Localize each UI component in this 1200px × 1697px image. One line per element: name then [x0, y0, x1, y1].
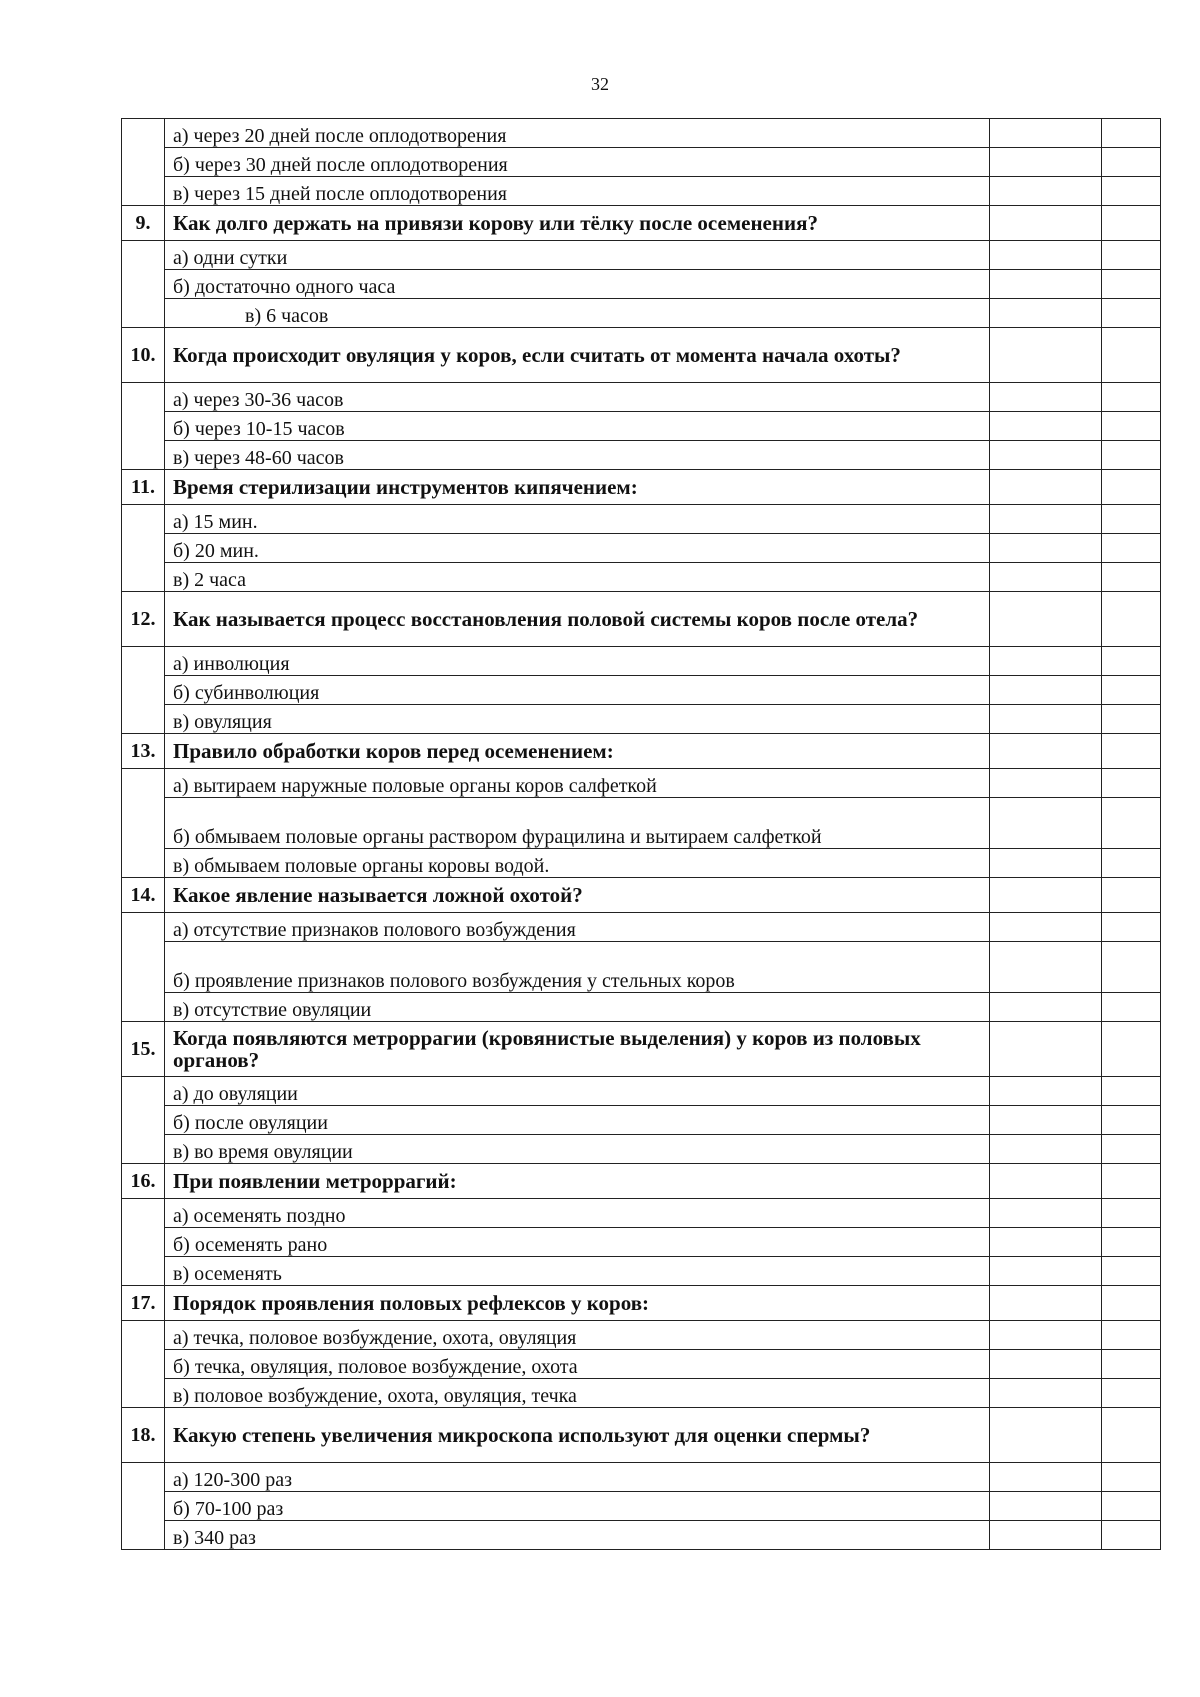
answer-cell[interactable] — [990, 328, 1102, 383]
question-number: 12. — [122, 592, 165, 647]
option-row — [122, 942, 1161, 993]
option-row — [122, 270, 1161, 299]
score-cell[interactable] — [1102, 299, 1161, 328]
answer-cell[interactable] — [990, 270, 1102, 299]
answer-cell[interactable] — [990, 1408, 1102, 1463]
option-row — [122, 412, 1161, 441]
score-cell[interactable] — [1102, 1228, 1161, 1257]
answer-cell[interactable] — [990, 592, 1102, 647]
answer-option: а) вытираем наружные половые органы коров салфеткой — [165, 769, 990, 798]
answer-cell[interactable] — [990, 849, 1102, 878]
question-number: 13. — [122, 734, 165, 769]
score-cell[interactable] — [1102, 798, 1161, 849]
blank-number-cell — [122, 119, 165, 206]
score-cell[interactable] — [1102, 1492, 1161, 1521]
blank-number-cell — [122, 1199, 165, 1286]
answer-cell[interactable] — [990, 383, 1102, 412]
score-cell[interactable] — [1102, 383, 1161, 412]
answer-option: в) во время овуляции — [165, 1135, 990, 1164]
score-cell[interactable] — [1102, 1408, 1161, 1463]
question-text: Как называется процесс восстановления половой системы коров после отела? — [165, 592, 990, 647]
question-row — [122, 878, 1161, 913]
answer-cell[interactable] — [990, 993, 1102, 1022]
option-row — [122, 913, 1161, 942]
score-cell[interactable] — [1102, 412, 1161, 441]
answer-cell[interactable] — [990, 299, 1102, 328]
question-number: 16. — [122, 1164, 165, 1199]
answer-cell[interactable] — [990, 148, 1102, 177]
answer-cell[interactable] — [990, 913, 1102, 942]
blank-number-cell — [122, 1077, 165, 1164]
option-row — [122, 1463, 1161, 1492]
score-cell[interactable] — [1102, 505, 1161, 534]
option-row — [122, 563, 1161, 592]
option-row — [122, 383, 1161, 412]
answer-cell[interactable] — [990, 206, 1102, 241]
answer-cell[interactable] — [990, 1106, 1102, 1135]
answer-cell[interactable] — [990, 705, 1102, 734]
answer-option: а) течка, половое возбуждение, охота, овуляция — [165, 1321, 990, 1350]
option-row — [122, 534, 1161, 563]
option-row — [122, 1521, 1161, 1550]
question-number: 15. — [122, 1022, 165, 1077]
answer-cell[interactable] — [990, 676, 1102, 705]
question-row — [122, 206, 1161, 241]
answer-cell[interactable] — [990, 734, 1102, 769]
question-row — [122, 734, 1161, 769]
option-row — [122, 441, 1161, 470]
question-number: 11. — [122, 470, 165, 505]
score-cell[interactable] — [1102, 1164, 1161, 1199]
answer-option: а) через 30-36 часов — [165, 383, 990, 412]
score-cell[interactable] — [1102, 148, 1161, 177]
answer-option: в) 6 часов — [165, 299, 990, 328]
score-cell[interactable] — [1102, 1257, 1161, 1286]
question-row — [122, 1164, 1161, 1199]
answer-cell[interactable] — [990, 534, 1102, 563]
question-text: Какую степень увеличения микроскопа используют для оценки спермы? — [165, 1408, 990, 1463]
question-row — [122, 1286, 1161, 1321]
question-row — [122, 592, 1161, 647]
option-row — [122, 798, 1161, 849]
option-row — [122, 1379, 1161, 1408]
answer-option: а) до овуляции — [165, 1077, 990, 1106]
option-row — [122, 241, 1161, 270]
blank-number-cell — [122, 647, 165, 734]
option-row — [122, 1199, 1161, 1228]
answer-option: в) 2 часа — [165, 563, 990, 592]
answer-option: б) 70-100 раз — [165, 1492, 990, 1521]
score-cell[interactable] — [1102, 592, 1161, 647]
score-cell[interactable] — [1102, 878, 1161, 913]
answer-cell[interactable] — [990, 647, 1102, 676]
question-text: Порядок проявления половых рефлексов у коров: — [165, 1286, 990, 1321]
option-row — [122, 1492, 1161, 1521]
score-cell[interactable] — [1102, 1106, 1161, 1135]
option-row — [122, 1106, 1161, 1135]
answer-option: в) обмываем половые органы коровы водой. — [165, 849, 990, 878]
answer-option: а) осеменять поздно — [165, 1199, 990, 1228]
answer-option: а) инволюция — [165, 647, 990, 676]
answer-cell[interactable] — [990, 505, 1102, 534]
score-cell[interactable] — [1102, 913, 1161, 942]
answer-cell[interactable] — [990, 470, 1102, 505]
answer-option: б) проявление признаков полового возбуждения у стельных коров — [165, 942, 990, 993]
score-cell[interactable] — [1102, 676, 1161, 705]
score-cell[interactable] — [1102, 849, 1161, 878]
score-cell[interactable] — [1102, 241, 1161, 270]
blank-number-cell — [122, 505, 165, 592]
question-number: 9. — [122, 206, 165, 241]
question-text: Как долго держать на привязи корову или тёлку после осеменения? — [165, 206, 990, 241]
question-number: 14. — [122, 878, 165, 913]
answer-cell[interactable] — [990, 119, 1102, 148]
answer-option: а) отсутствие признаков полового возбуждения — [165, 913, 990, 942]
answer-cell[interactable] — [990, 1257, 1102, 1286]
option-row — [122, 849, 1161, 878]
answer-option: б) осеменять рано — [165, 1228, 990, 1257]
answer-option: в) овуляция — [165, 705, 990, 734]
question-row — [122, 1022, 1161, 1077]
score-cell[interactable] — [1102, 328, 1161, 383]
answer-option: а) через 20 дней после оплодотворения — [165, 119, 990, 148]
option-row — [122, 1321, 1161, 1350]
blank-number-cell — [122, 769, 165, 878]
score-cell[interactable] — [1102, 647, 1161, 676]
answer-cell[interactable] — [990, 1022, 1102, 1077]
score-cell[interactable] — [1102, 206, 1161, 241]
option-row — [122, 647, 1161, 676]
page-number: 32 — [591, 74, 609, 94]
answer-option: б) субинволюция — [165, 676, 990, 705]
score-cell[interactable] — [1102, 119, 1161, 148]
answer-cell[interactable] — [990, 1379, 1102, 1408]
score-cell[interactable] — [1102, 1521, 1161, 1550]
answer-cell[interactable] — [990, 878, 1102, 913]
option-row — [122, 705, 1161, 734]
answer-cell[interactable] — [990, 563, 1102, 592]
option-row — [122, 769, 1161, 798]
question-number: 18. — [122, 1408, 165, 1463]
question-row — [122, 328, 1161, 383]
score-cell[interactable] — [1102, 942, 1161, 993]
answer-cell[interactable] — [990, 1350, 1102, 1379]
answer-option: в) через 15 дней после оплодотворения — [165, 177, 990, 206]
answer-cell[interactable] — [990, 441, 1102, 470]
answer-cell[interactable] — [990, 1164, 1102, 1199]
answer-cell[interactable] — [990, 1521, 1102, 1550]
blank-number-cell — [122, 241, 165, 328]
answer-cell[interactable] — [990, 798, 1102, 849]
score-cell[interactable] — [1102, 705, 1161, 734]
score-cell[interactable] — [1102, 1463, 1161, 1492]
answer-cell[interactable] — [990, 1199, 1102, 1228]
answer-cell[interactable] — [990, 769, 1102, 798]
score-cell[interactable] — [1102, 563, 1161, 592]
option-row — [122, 1135, 1161, 1164]
blank-number-cell — [122, 913, 165, 1022]
score-cell[interactable] — [1102, 177, 1161, 206]
answer-cell[interactable] — [990, 1492, 1102, 1521]
score-cell[interactable] — [1102, 1286, 1161, 1321]
blank-number-cell — [122, 1463, 165, 1550]
option-row — [122, 1077, 1161, 1106]
answer-cell[interactable] — [990, 1228, 1102, 1257]
answer-option: в) 340 раз — [165, 1521, 990, 1550]
score-cell[interactable] — [1102, 441, 1161, 470]
answer-option: б) течка, овуляция, половое возбуждение, охота — [165, 1350, 990, 1379]
option-row — [122, 1257, 1161, 1286]
score-cell[interactable] — [1102, 270, 1161, 299]
score-cell[interactable] — [1102, 534, 1161, 563]
answer-option: в) осеменять — [165, 1257, 990, 1286]
answer-option: б) обмываем половые органы раствором фурацилина и вытираем салфеткой — [165, 798, 990, 849]
question-row — [122, 1408, 1161, 1463]
answer-option: а) 120-300 раз — [165, 1463, 990, 1492]
score-cell[interactable] — [1102, 993, 1161, 1022]
score-cell[interactable] — [1102, 1379, 1161, 1408]
score-cell[interactable] — [1102, 734, 1161, 769]
answer-option: в) через 48-60 часов — [165, 441, 990, 470]
answer-cell[interactable] — [990, 1463, 1102, 1492]
option-row — [122, 177, 1161, 206]
answer-option: б) через 30 дней после оплодотворения — [165, 148, 990, 177]
score-cell[interactable] — [1102, 1022, 1161, 1077]
question-number: 10. — [122, 328, 165, 383]
answer-cell[interactable] — [990, 1321, 1102, 1350]
score-cell[interactable] — [1102, 1350, 1161, 1379]
answer-cell[interactable] — [990, 1077, 1102, 1106]
answer-option: в) отсутствие овуляции — [165, 993, 990, 1022]
answer-cell[interactable] — [990, 1135, 1102, 1164]
option-row — [122, 1350, 1161, 1379]
answer-cell[interactable] — [990, 241, 1102, 270]
answer-option: а) одни сутки — [165, 241, 990, 270]
score-cell[interactable] — [1102, 1199, 1161, 1228]
score-cell[interactable] — [1102, 769, 1161, 798]
option-row — [122, 299, 1161, 328]
score-cell[interactable] — [1102, 1077, 1161, 1106]
quiz-table — [121, 118, 1161, 1550]
answer-cell[interactable] — [990, 412, 1102, 441]
option-row — [122, 1228, 1161, 1257]
option-row — [122, 993, 1161, 1022]
blank-number-cell — [122, 1321, 165, 1408]
question-row — [122, 470, 1161, 505]
answer-option: в) половое возбуждение, охота, овуляция, течка — [165, 1379, 990, 1408]
answer-cell[interactable] — [990, 177, 1102, 206]
question-text: Какое явление называется ложной охотой? — [165, 878, 990, 913]
answer-option: б) после овуляции — [165, 1106, 990, 1135]
question-text: Правило обработки коров перед осеменением: — [165, 734, 990, 769]
score-cell[interactable] — [1102, 470, 1161, 505]
question-text: Время стерилизации инструментов кипячением: — [165, 470, 990, 505]
option-row — [122, 148, 1161, 177]
option-row — [122, 119, 1161, 148]
question-text: Когда происходит овуляция у коров, если считать от момента начала охоты? — [165, 328, 990, 383]
blank-number-cell — [122, 383, 165, 470]
answer-option: б) 20 мин. — [165, 534, 990, 563]
question-text: При появлении метроррагий: — [165, 1164, 990, 1199]
answer-option: а) 15 мин. — [165, 505, 990, 534]
answer-cell[interactable] — [990, 942, 1102, 993]
question-text: Когда появляются метроррагии (кровянистые выделения) у коров из половых органов? — [165, 1022, 990, 1077]
answer-cell[interactable] — [990, 1286, 1102, 1321]
score-cell[interactable] — [1102, 1135, 1161, 1164]
answer-option: б) достаточно одного часа — [165, 270, 990, 299]
option-row — [122, 676, 1161, 705]
score-cell[interactable] — [1102, 1321, 1161, 1350]
answer-option: б) через 10-15 часов — [165, 412, 990, 441]
question-number: 17. — [122, 1286, 165, 1321]
option-row — [122, 505, 1161, 534]
